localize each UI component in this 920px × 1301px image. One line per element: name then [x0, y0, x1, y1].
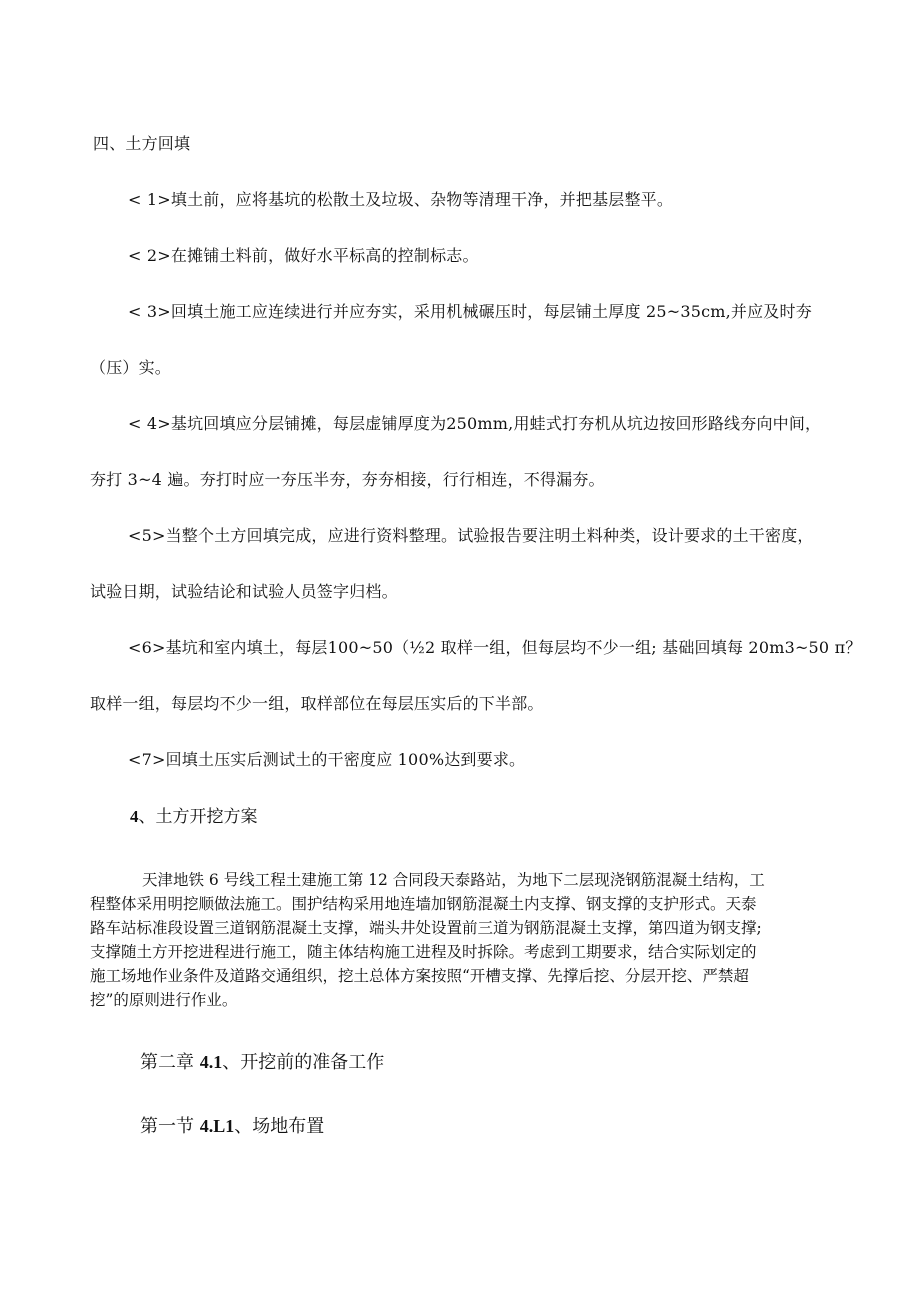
plan-heading — [130, 806, 258, 828]
section-heading — [140, 1114, 324, 1139]
section-title: 四、土方回填 — [93, 134, 191, 153]
chapter-heading-number: 4.1 — [199, 1052, 223, 1072]
plan-heading-number: 4 — [130, 807, 139, 826]
list-item-6-line-2: 取样一组，每层均不少一组，取样部位在每层压实后的下半部。 — [90, 694, 544, 713]
plan-paragraph-line-1: 天津地铁 6 号线工程土建施工第 12 合同段天泰路站，为地下二层现浇钢筋混凝土结构，工 — [142, 871, 765, 889]
plan-paragraph — [90, 868, 838, 1012]
list-item-3-line-2: （压）实。 — [90, 358, 172, 377]
plan-paragraph-line-3: 路车站标准段设置三道钢筋混凝土支撑，端头井处设置前三道为钢筋混凝土支撑，第四道为钢支撑; — [90, 919, 762, 937]
chapter-heading-title: 、开挖前的准备工作 — [222, 1052, 385, 1073]
plan-heading-title: 、土方开挖方案 — [138, 807, 258, 827]
list-item-4-line-2: 夯打 3~4 遍。夯打时应一夯压半夯，夯夯相接，行行相连，不得漏夯。 — [90, 470, 605, 489]
chapter-heading — [140, 1050, 384, 1075]
list-item-7: <7>回填土压实后测试土的干密度应 100%达到要求。 — [128, 750, 526, 769]
chapter-heading-prefix: 第二章 — [140, 1052, 200, 1073]
plan-paragraph-line-2: 程整体采用明挖顺做法施工。围护结构采用地连墙加钢筋混凝土内支撑、钢支撑的支护形式。天泰 — [90, 895, 757, 913]
section-heading-number: 4.L1 — [199, 1116, 235, 1136]
plan-paragraph-line-4: 支撑随土方开挖进程进行施工，随主体结构施工进程及时拆除。考虑到工期要求，结合实际划定的 — [90, 943, 757, 961]
section-heading-title: 、场地布置 — [234, 1116, 325, 1137]
list-item-6-line-1: <6>基坑和室内填土，每层100~50（½2 取样一组，但每层均不少一组; 基础回填每 20m3~50 π？ — [128, 638, 862, 657]
list-item-2: < 2>在摊铺土料前，做好水平标高的控制标志。 — [128, 246, 479, 265]
list-item-5-line-1: <5>当整个土方回填完成，应进行资料整理。试验报告要注明土料种类，设计要求的土干密度， — [128, 526, 814, 545]
plan-paragraph-line-6: 挖”的原则进行作业。 — [90, 991, 238, 1009]
list-item-3-line-1: < 3>回填土施工应连续进行并应夯实，采用机械碾压时，每层铺土厚度 25~35cm,并应及时夯 — [128, 302, 812, 321]
section-heading-prefix: 第一节 — [140, 1116, 200, 1137]
list-item-1: < 1>填土前，应将基坑的松散土及垃圾、杂物等清理干净，并把基层整平。 — [128, 190, 674, 209]
list-item-5-line-2: 试验日期，试验结论和试验人员签字归档。 — [90, 582, 398, 601]
plan-paragraph-line-5: 施工场地作业条件及道路交通组织，挖土总体方案按照“开槽支撑、先撑后挖、分层开挖、严禁超 — [90, 967, 749, 985]
list-item-4-line-1: < 4>基坑回填应分层铺摊，每层虚铺厚度为250mm,用蛙式打夯机从坑边按回形路线夯向中间， — [128, 414, 822, 433]
